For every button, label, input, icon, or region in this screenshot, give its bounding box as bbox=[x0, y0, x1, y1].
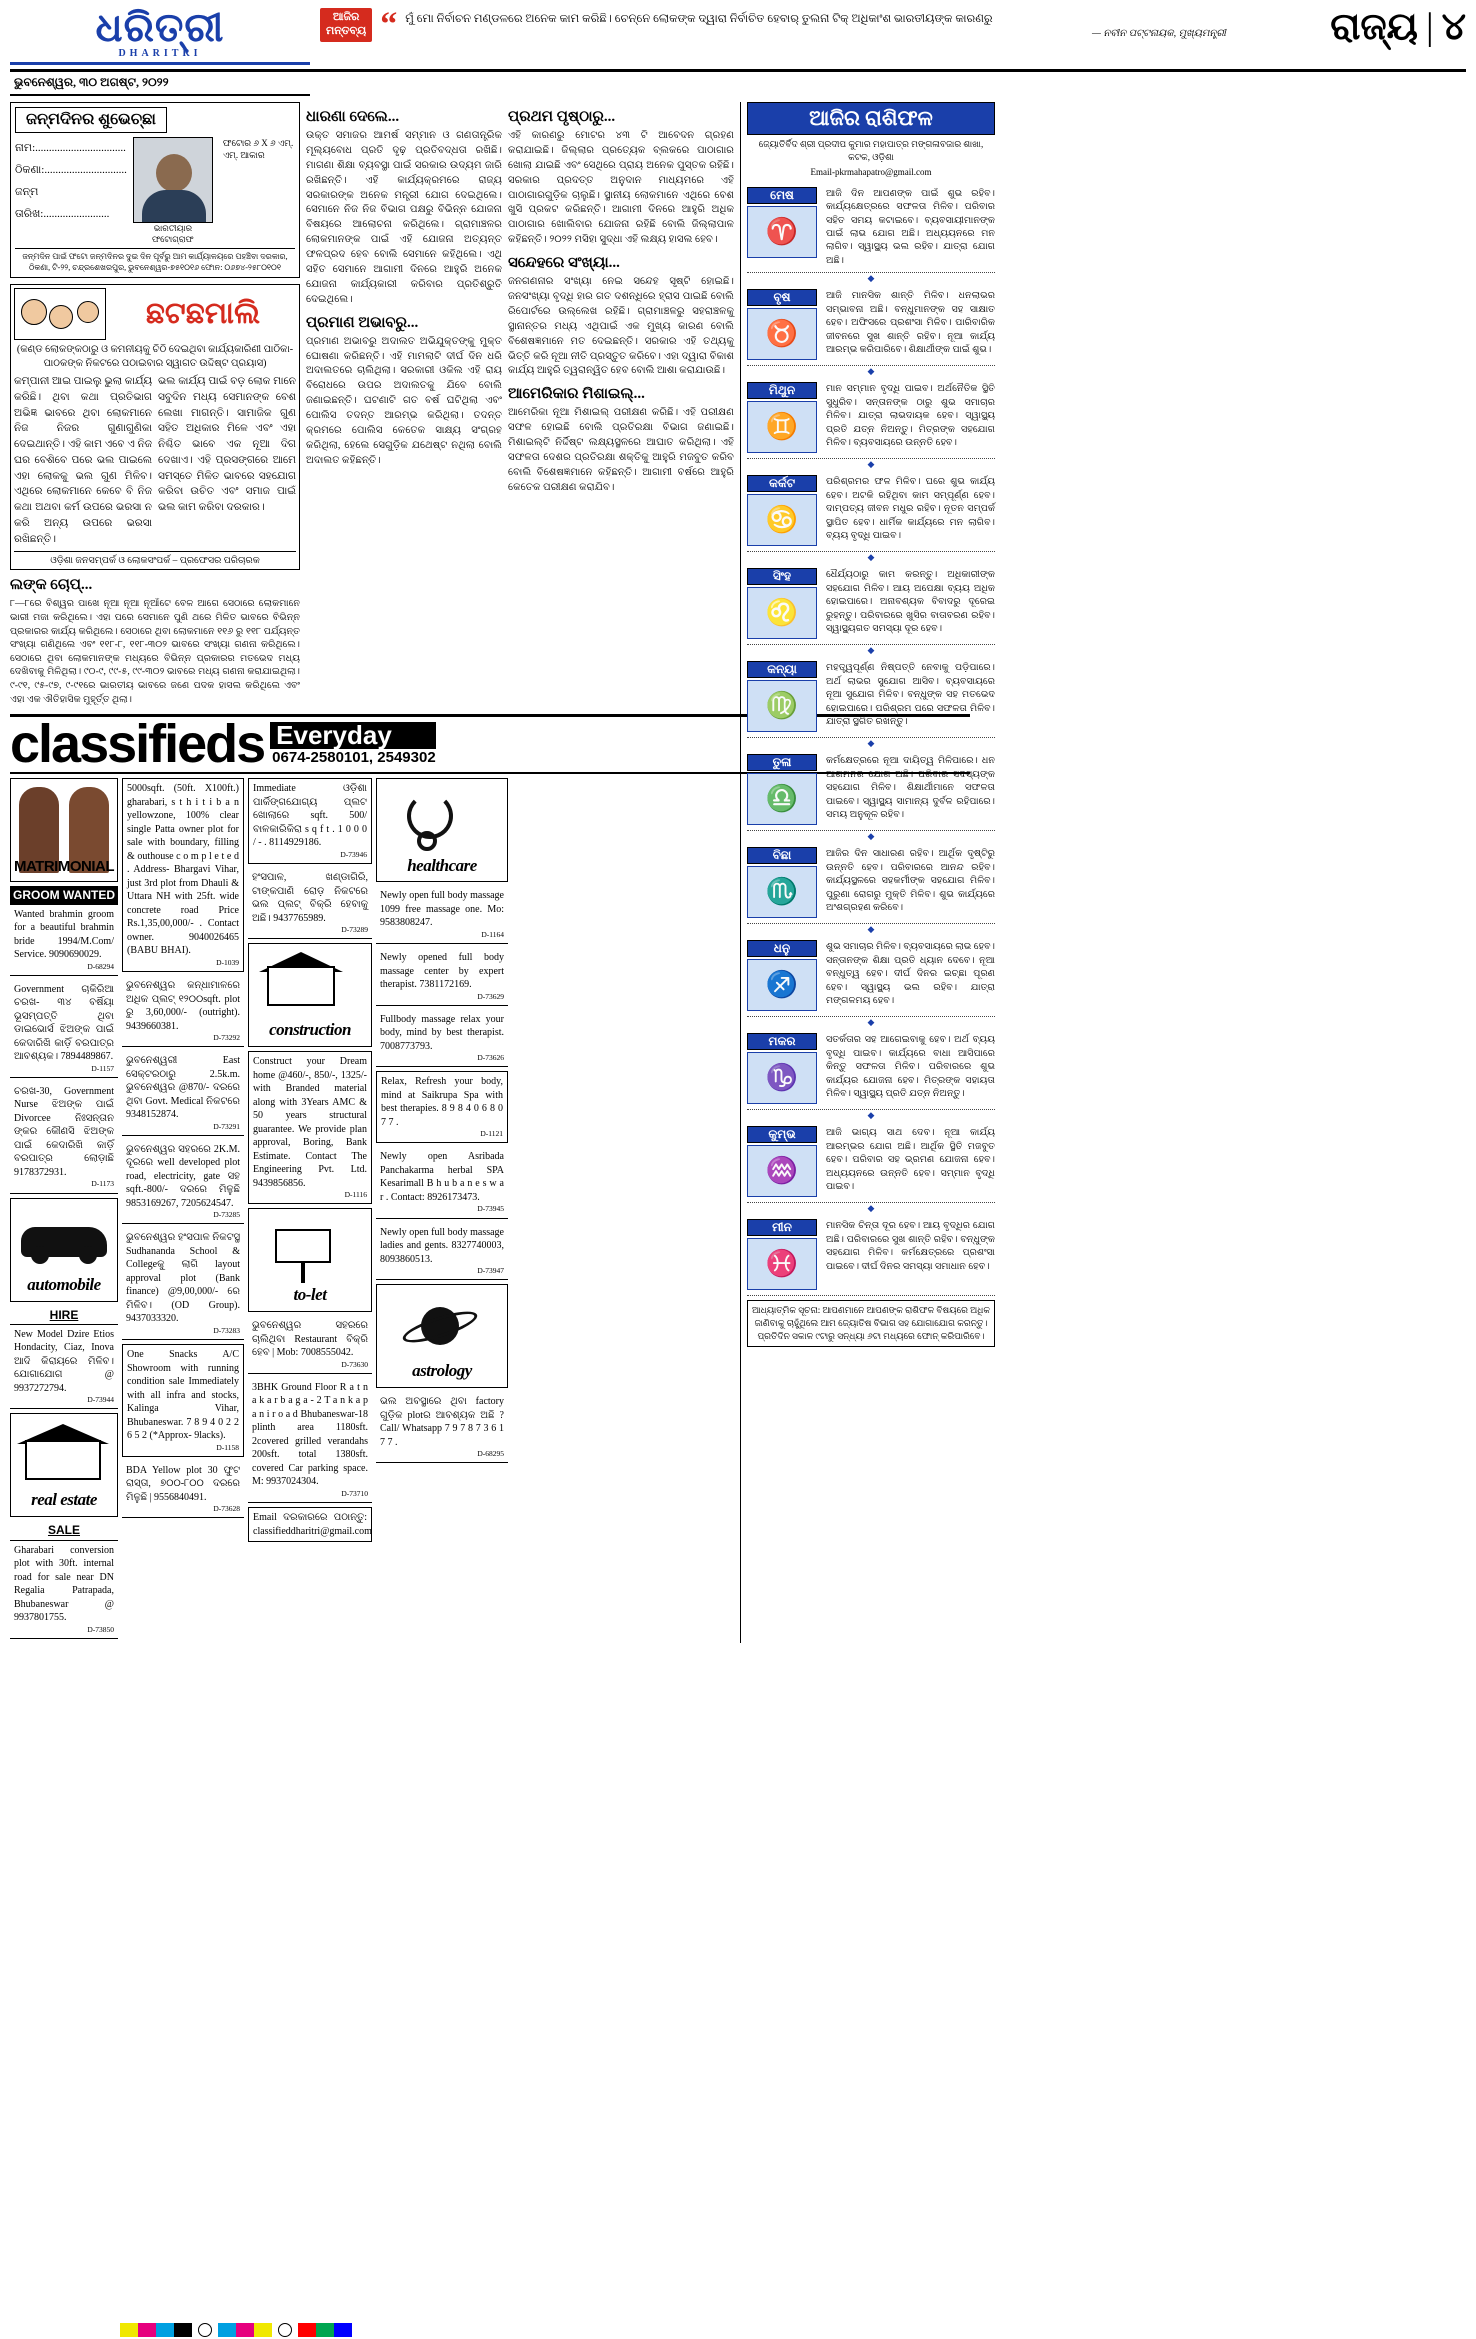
photo-body-shape bbox=[142, 190, 206, 223]
real-estate-category-image bbox=[10, 1413, 118, 1517]
quote-mark-icon: “ bbox=[380, 6, 398, 44]
birthday-greeting-box bbox=[10, 102, 300, 278]
masthead-logo-block bbox=[10, 5, 310, 65]
ad-code: D-73945 bbox=[477, 1204, 504, 1214]
classified-ad[interactable] bbox=[122, 1051, 244, 1136]
pisces-icon: ♓ bbox=[747, 1238, 817, 1290]
ad-code: D-1039 bbox=[216, 957, 239, 967]
classified-ad[interactable] bbox=[122, 1228, 244, 1340]
horoscope-sign-row bbox=[747, 182, 995, 274]
ad-code: D-73944 bbox=[87, 1395, 114, 1405]
sign-prediction: ଆଜି ମାନସିକ ଶାନ୍ତି ମିଳିବ। ଧନଲାଭର ସମ୍ଭାବନା ଅଛି। ବନ୍ଧୁମାନଙ୍କ ସହ ସାକ୍ଷାତ ହେବ। ଅଫିସରେ ପ୍ରଶଂସା ମିଳିବ। ପାରିବାରିକ ଜୀବନରେ ସୁଖ ଶାନ୍ତି ରହିବ। ନୂଆ କାର୍ଯ୍ୟ ଆରମ୍ଭ କରିପାରିବେ। ଶିକ୍ଷାର୍ଥୀଙ୍କ ପାଇଁ ଶୁଭ। bbox=[826, 290, 995, 355]
registration-mark-icon bbox=[198, 2323, 212, 2337]
aries-icon: ♈ bbox=[747, 206, 817, 258]
article-heading-frontpage: ପ୍ରଥମ ପୃଷ୍ଠାରୁ... bbox=[508, 109, 616, 125]
classified-ad[interactable] bbox=[10, 980, 118, 1078]
horoscope-sign-row bbox=[747, 377, 995, 459]
sign-prediction: ସତର୍କତାର ସହ ଆଗେଇବାକୁ ହେବ। ଅର୍ଥ ବ୍ୟୟ ବୃଦ୍ଧି ପାଇବ। କାର୍ଯ୍ୟରେ ବାଧା ଆସିପାରେ କିନ୍ତୁ ସଫଳତା ମିଳିବ। ପରିବାରରେ ଶୁଭ କାର୍ଯ୍ୟର ଯୋଜନା ହେବ। ମିତ୍ରଙ୍କ ସହାୟତା ମିଳିବ। ସ୍ୱାସ୍ଥ୍ୟ ପ୍ରତି ଯତ୍ନ ନିଅନ୍ତୁ। bbox=[826, 1034, 995, 1099]
row-separator-dot: ◆ bbox=[867, 924, 875, 935]
ad-text: 3BHK Ground Floor R a t n a k a r b a g a - 2 T a n k a p a n i r o a d Bhubaneswar-18 plinth area 1180sft. 2covered grilled verandahs 200sft. total 1380sft. covered Car parking space. M: 9937024304. bbox=[252, 1381, 368, 1488]
automobile-category-image bbox=[10, 1198, 118, 1302]
cartoon-text-col-1: କମ୍ପାନୀ ଆଇ ପାଇଲୁ ଭୁଲା କାର୍ଯ୍ୟ କରିଛି। ଥିବା କଥା ପ୍ରତିଭାଗ ଅଭିଜ୍ଞ ଭାବରେ ଥିବା ଲୋକମାନେ ନିଜ ନିଜର ଗୁଣାଗୁଣିକା ଦେଇଥାନ୍ତି। ଏହି କାମ ଏବେ ଏ ନିଜ ଘର ବେଶିବେ ପରେ ଭଲ ପାଇଲେ ଏହା ଲୋକକୁ ଭଲ ଗୁଣ ମିଳିବ। ଏଥିରେ ଲୋକମାନେ କେବେ ବି ନିଜ କଥା ଅଥବା କର୍ମ ଉପରେ ଭରସା ନ କରି ଅନ୍ୟ ଉପରେ ଭରସା ରଖିଛନ୍ତି। bbox=[14, 376, 152, 545]
birthday-photo-size-note: ଫଟୋର ୬ X ୬ ଏମ୍. ଏମ୍. ଆକାର bbox=[222, 138, 294, 161]
ad-text: Construct your Dream home @460/-, 850/-, 1325/- with Branded material along with 3Years AMC & 50 years structural guarantee. We provide plan approval, Boring, Bank Estimate. Contact The Engineering Pvt. Ltd. 9439856856. bbox=[253, 1056, 367, 1189]
classified-ad[interactable] bbox=[10, 905, 118, 976]
birthday-title: ଜନ୍ମଦିନର ଶୁଭେଚ୍ଛା bbox=[15, 107, 167, 133]
classified-ad[interactable] bbox=[122, 976, 244, 1047]
ad-text: Relax, Refresh your body, mind at Saikrupa Spa with best therapies. 8 9 8 4 0 6 8 0 7 7 . bbox=[381, 1076, 503, 1128]
sign-name: କୁମ୍ଭ bbox=[747, 1126, 817, 1143]
ad-code: D-1121 bbox=[480, 1129, 503, 1139]
healthcare-label: healthcare bbox=[407, 855, 477, 875]
horoscope-sign-row bbox=[747, 935, 995, 1017]
ad-text: Newly open full body massage 1099 free massage one. Mo: 9583808247. bbox=[380, 890, 504, 929]
ad-text: ଭୁବନେଶ୍ୱରୀ East ସେକ୍ଟରଠାରୁ 2.5k.m. ଭୁବନେଶ୍ୱର @870/- ଦରରେ ଥିବା Govt. Medical ନିକଟରେ 9348152874. bbox=[126, 1055, 240, 1121]
sign-prediction: ଆଜି ଭାଗ୍ୟ ସାଥ ଦେବ। ନୂଆ କାର୍ଯ୍ୟ ଆରମ୍ଭର ଯୋଗ ଅଛି। ଆର୍ଥିକ ସ୍ଥିତି ମଜବୁତ ହେବ। ପରିବାର ସହ ଭ୍ରମଣ ଯୋଜନା ହେବ। ଅଧ୍ୟୟନରେ ଉନ୍ନତି ହେବ। ସମ୍ମାନ ବୃଦ୍ଧି ପାଇବ। bbox=[826, 1127, 995, 1192]
sign-prediction: ପରିଶ୍ରମର ଫଳ ମିଳିବ। ଘରେ ଶୁଭ କାର୍ଯ୍ୟ ହେବ। ଅଟକି ରହିଥିବା କାମ ସମ୍ପୂର୍ଣ୍ଣ ହେବ। ଦାମ୍ପତ୍ୟ ଜୀବନ ମଧୁର ରହିବ। ନୂତନ ସମ୍ପର୍କ ସ୍ଥାପିତ ହେବ। ଧାର୍ମିକ କାର୍ଯ୍ୟରେ ମନ ଲାଗିବ। ବ୍ୟୟ ବୃଦ୍ଧି ପାଇବ। bbox=[826, 476, 995, 541]
sign-name: ତୁଳା bbox=[747, 754, 817, 771]
article-heading-missile: ଆମେରିକାର ମିଶାଇଲ୍... bbox=[508, 386, 645, 403]
masthead-quote-block bbox=[310, 8, 1236, 42]
classified-ad[interactable] bbox=[122, 778, 244, 972]
article-heading-pramana: ପ୍ରମାଣ ଅଭାବରୁ... bbox=[306, 314, 419, 331]
row-separator-dot: ◆ bbox=[867, 738, 875, 749]
opinion-badge bbox=[320, 8, 372, 42]
article-body-frontpage: ଏହି କାରଣରୁ ମୋଟର ୪୩ ଟି ଆବେଦନ ଗ୍ରହଣ କରାଯାଇଛି। ଜିଲ୍ଲାର ପ୍ରତ୍ୟେକ ବ୍ଲକରେ ପାଠାଗାର ଖୋଲା ଯାଇଛି ଏବଂ ସେଥିରେ ପ୍ରାୟ ଅନେକ ପୁସ୍ତକ ରହିଛି। ସରକାର ପ୍ରଦତ୍ତ ଅନୁଦାନ ମାଧ୍ୟମରେ ଏହି ପାଠାଗାରଗୁଡ଼ିକ ଚାଲୁଛି। ସ୍ଥାନୀୟ ଲୋକମାନେ ଏଥିରେ ବେଶ ଖୁସି ପ୍ରକଟ କରିଛନ୍ତି। ଆଗାମୀ ଦିନରେ ଆହୁରି ଅଧିକ ପାଠାଗାର ଖୋଲିବାର ଯୋଜନା ରହିଛି ବୋଲି ଜିଲ୍ଲାପାଳ କହିଛନ୍ତି। ୨୦୨୨ ମସିହା ସୁଦ୍ଧା ଏହି ଲକ୍ଷ୍ୟ ହାସଲ ହେବ। bbox=[508, 130, 734, 246]
row-separator-dot: ◆ bbox=[867, 1110, 875, 1121]
ad-code: D-1116 bbox=[344, 1190, 367, 1200]
swatch-yellow bbox=[254, 2323, 272, 2337]
ad-text: ଭୁବନେଶ୍ୱର କନ୍ଧାମାଳରେ ଅଧିକ ପ୍ଲଟ୍ ୧୨୦୦sqft. plot ରୁ 3,60,000/- (outright). 9439660381. bbox=[126, 980, 240, 1032]
ad-code: D-73850 bbox=[87, 1624, 114, 1634]
horoscope-email: Email-pkrmahapatro@gmail.com bbox=[810, 167, 932, 178]
ad-text: Gharabari conversion plot with 30ft. internal road for sale near DN Regalia Patrapada, Bhubaneswar @ 9937801755. bbox=[14, 1544, 114, 1624]
article-body-sandeha: ଜନଗଣନାର ସଂଖ୍ୟା ନେଇ ସନ୍ଦେହ ସୃଷ୍ଟି ହୋଇଛି। ଜନସଂଖ୍ୟା ବୃଦ୍ଧି ହାର ଗତ ଦଶନ୍ଧିରେ ହ୍ରାସ ପାଇଛି ବୋଲି ରିପୋର୍ଟରେ ଉଲ୍ଲେଖ ରହିଛି। ଗ୍ରାମାଞ୍ଚଳରୁ ସହରାଞ୍ଚଳକୁ ସ୍ଥାନାନ୍ତର ମଧ୍ୟ ଏଥିପାଇଁ ଏକ ମୁଖ୍ୟ କାରଣ ବୋଲି ବିଶେଷଜ୍ଞମାନେ ମତ ଦେଇଛନ୍ତି। ସରକାର ଏହି ତଥ୍ୟକୁ ଭିତ୍ତି କରି ନୂଆ ନୀତି ପ୍ରସ୍ତୁତ କରିବେ। ଏହା ଦ୍ୱାରା ବିକାଶ କାର୍ଯ୍ୟ ଆହୁରି ତ୍ୱରାନ୍ୱିତ ହେବ ବୋଲି ଆଶା କରାଯାଉଛି। bbox=[508, 276, 734, 377]
sign-name: ମୀନ bbox=[747, 1219, 817, 1236]
ad-text: Wanted brahmin groom for a beautiful brahmin bride 1994/M.Com/ Service. 9090690029. bbox=[14, 908, 114, 961]
sign-name: ଧନୁ bbox=[747, 940, 817, 957]
row-separator-dot: ◆ bbox=[867, 273, 875, 284]
house-icon bbox=[267, 966, 335, 1006]
cartoon-face-icon bbox=[77, 301, 99, 323]
sign-name: ସିଂହ bbox=[747, 568, 817, 585]
ad-code: D-1158 bbox=[216, 1442, 239, 1452]
house-icon bbox=[25, 1440, 101, 1480]
sign-prediction: ମାନ ସମ୍ମାନ ବୃଦ୍ଧି ପାଇବ। ଅର୍ଥନୈତିକ ସ୍ଥିତି ସୁଧୁରିବ। ସନ୍ତାନଙ୍କ ଠାରୁ ଶୁଭ ସମାଚାର ମିଳିବ। ଯାତ୍ରା ଲାଭଦାୟକ ହେବ। ସ୍ୱାସ୍ଥ୍ୟ ପ୍ରତି ଯତ୍ନ ନିଅନ୍ତୁ। ମିତ୍ରଙ୍କ ସହଯୋଗ ମିଳିବ। ବ୍ୟବସାୟରେ ଉନ୍ନତି ହେବ। bbox=[826, 383, 995, 448]
masthead-quote-text: ମୁଁ ମୋ ନିର୍ବାଚନ ମଣ୍ଡଳରେ ଅନେକ କାମ କରିଛି। ଚେନ୍ନେ ଲୋକଙ୍କ ଦ୍ୱାରା ନିର୍ବାଚିତ ହେବାର୍ ତୁଲନା ଟିକ୍ ଅଧିକାଂଶ ଭାରତୀୟଙ୍କ କାରଣରୁ bbox=[405, 12, 993, 25]
healthcare-category-image bbox=[376, 778, 508, 882]
horoscope-sign-row bbox=[747, 470, 995, 552]
construction-category-image bbox=[248, 943, 372, 1047]
section-name: ରାଜ୍ୟ bbox=[1330, 6, 1419, 48]
opinion-badge-line2: ମନ୍ତବ୍ୟ bbox=[326, 24, 367, 37]
hire-header: HIRE bbox=[10, 1306, 118, 1325]
sign-name: ବୃଷ bbox=[747, 289, 817, 306]
leo-icon: ♌ bbox=[747, 587, 817, 639]
article-heading-lanka: ଲଙ୍କ ଚୋପ୍... bbox=[10, 577, 93, 594]
page-section-title bbox=[1236, 8, 1466, 46]
ad-code: D-73629 bbox=[477, 991, 504, 1001]
scorpio-icon: ♏ bbox=[747, 866, 817, 918]
masthead-section-block bbox=[1236, 8, 1466, 46]
sign-name: ମିଥୁନ bbox=[747, 382, 817, 399]
ad-code: D-73291 bbox=[213, 1121, 240, 1131]
astrology-label: astrology bbox=[412, 1361, 472, 1381]
ad-code: D-73710 bbox=[341, 1488, 368, 1498]
classified-ad[interactable] bbox=[10, 1325, 118, 1410]
birthday-field-name: ନାମ:................................. bbox=[15, 142, 126, 154]
cartoon-footer: ଓଡ଼ିଶା ଜନସମ୍ପର୍କ ଓ ଲୋକସଂପର୍କ – ପ୍ରଫେସର ପରିଚାରକ bbox=[14, 551, 296, 566]
matrimonial-category-image bbox=[10, 778, 118, 882]
ad-text: ଭୁବନେଶ୍ୱର ସହରରେ 2K.M. ଦୂରରେ well developed plot road, electricity, gate ସହ sqft.-800/- ଦରରେ ମିଳୁଛି 9853169267, 7205624547. bbox=[126, 1143, 240, 1209]
sign-prediction: କର୍ମକ୍ଷେତ୍ରରେ ନୂଆ ଦାୟିତ୍ୱ ମିଳିପାରେ। ଧନ ଆଗମନର ଯୋଗ ଅଛି। ପରିବାର ସଦସ୍ୟଙ୍କ ସହଯୋଗ ମିଳିବ। ଶିକ୍ଷାର୍ଥୀମାନେ ସଫଳତା ପାଇବେ। ସ୍ୱାସ୍ଥ୍ୟ ସାମାନ୍ୟ ଦୁର୍ବଳ ରହିପାରେ। ସମୟ ଅନୁକୂଳ ରହିବ। bbox=[826, 755, 995, 820]
classifieds-title: classifieds bbox=[10, 714, 265, 775]
construction-label: construction bbox=[269, 1020, 351, 1040]
horoscope-title: ଆଜିର ରାଶିଫଳ bbox=[747, 102, 995, 135]
swatch-cyan bbox=[156, 2323, 174, 2337]
ad-text: Immediate ଓଡ଼ିଶା ପାର୍କିଙ୍ଗଯୋଗ୍ୟ ପ୍ଲଟ ଖୋଲାରେ sqft. 500/ ବାଳକାରିକିରା s q f t . 1 0 0 0 / - . 8114929186. bbox=[253, 783, 367, 849]
ad-text: ଚରଖ-30, Government Nurse ଝିଅଙ୍କ ପାଇଁ Divorcee ନିଃସନ୍ତାନ ଙ୍କର କୌଣସି ଝିଅଙ୍କ ପାଇଁ କେଦାରିଖି କାଡ଼ିଁ ବରପାତ୍ର ଲୋଡ଼ାଛି 9178372931. bbox=[14, 1085, 114, 1178]
classifieds-everyday-tag: Everyday bbox=[270, 722, 436, 749]
ad-code: D-73630 bbox=[341, 1359, 368, 1369]
dateline: ଭୁବନେଶ୍ୱର, ୩୦ ଅଗଷ୍ଟ, ୨୦୨୨ bbox=[10, 72, 310, 96]
swatch-green bbox=[316, 2323, 334, 2337]
sign-name: ମେଷ bbox=[747, 187, 817, 204]
signboard-icon bbox=[275, 1229, 331, 1263]
classifieds-phone: 0674-2580101, 2549302 bbox=[272, 749, 436, 767]
sign-prediction: ମାନସିକ ଚିନ୍ତା ଦୂର ହେବ। ଆୟ ବୃଦ୍ଧିର ଯୋଗ ଅଛି। ପରିବାରରେ ସୁଖ ଶାନ୍ତି ରହିବ। ବନ୍ଧୁଙ୍କ ସହଯୋଗ ମିଳିବ। କର୍ମକ୍ଷେତ୍ରରେ ପ୍ରଶଂସା ପାଇବେ। ଦୀର୍ଘ ଦିନର ସମସ୍ୟା ସମାଧାନ ହେବ। bbox=[826, 1220, 995, 1272]
ad-code: D-1164 bbox=[481, 929, 504, 939]
swatch-magenta bbox=[138, 2323, 156, 2337]
photo-head-shape bbox=[156, 154, 192, 192]
ad-code: D-73285 bbox=[213, 1210, 240, 1220]
ad-text: Newly open Asribada Panchakarma herbal SPA Kesarimall B h u b a n e s w a r . Contact: 8926173473. bbox=[380, 1151, 504, 1203]
section-divider: | bbox=[1426, 6, 1434, 48]
ad-text: Newly open full body massage ladies and gents. 8327740003, 8093860513. bbox=[380, 1226, 504, 1265]
ad-code: D-73947 bbox=[477, 1266, 504, 1276]
classified-ad[interactable] bbox=[122, 1461, 244, 1519]
ad-code: D-73289 bbox=[341, 925, 368, 935]
ad-code: D-73292 bbox=[213, 1033, 240, 1043]
sign-name: ମକର bbox=[747, 1033, 817, 1050]
swatch-magenta bbox=[236, 2323, 254, 2337]
signpost-icon bbox=[301, 1263, 305, 1283]
swatch-cyan bbox=[218, 2323, 236, 2337]
ad-text: Email ଦରକାରରେ ପଠାନ୍ତୁ: classifieddharitri@gmail.com bbox=[253, 1512, 372, 1537]
sign-prediction: ମହତ୍ତ୍ୱପୂର୍ଣ୍ଣ ନିଷ୍ପତ୍ତି ନେବାକୁ ପଡ଼ିପାରେ। ଅର୍ଥ ଲାଭର ସୁଯୋଗ ଆସିବ। ବ୍ୟବସାୟରେ ନୂଆ ସୁଯୋଗ ମିଳିବ। ବନ୍ଧୁଙ୍କ ସହ ମତଭେଦ ହୋଇପାରେ। ପରିଶ୍ରମ ପରେ ସଫଳତା ମିଳିବ। ଯାତ୍ରା ସ୍ଥଗିତ ରଖନ୍ତୁ। bbox=[826, 662, 995, 727]
ad-code: D-73283 bbox=[213, 1325, 240, 1335]
row-separator-dot: ◆ bbox=[867, 459, 875, 470]
classifieds-column-1 bbox=[10, 778, 118, 1642]
to-let-label: to-let bbox=[293, 1285, 327, 1305]
birthday-photo bbox=[133, 137, 213, 223]
newspaper-logo-sub: DHARITRI bbox=[118, 48, 202, 59]
ad-text: ଭୁବନେଶ୍ୱର ସହରରେ ଚାଲିଥିବା Restaurant ବିକ୍ରି ହେବ | Mob: 7008555042. bbox=[252, 1320, 368, 1359]
automobile-label: automobile bbox=[27, 1274, 101, 1294]
row-separator-dot: ◆ bbox=[867, 552, 875, 563]
ad-text: New Model Dzire Etios Hondacity, Ciaz, Inova ଆଦି କିରାୟରେ ମିଳିବ। ଯୋଗାଯୋଗ @ 9937272794. bbox=[14, 1328, 114, 1394]
ad-text: ହଂସପାଳ, ଖଣ୍ଡାଗିରି, ଟାଙ୍କପାଣି ରୋଡ଼ ନିକଟରେ ଭଲ ପ୍ଲଟ୍ ବିକ୍ରି ହେବାକୁ ଅଛି। 9437765989. bbox=[252, 872, 368, 924]
row-separator-dot: ◆ bbox=[867, 831, 875, 842]
print-registration-bar bbox=[0, 2321, 1476, 2339]
ad-text: Government ଚାକିରିଆ ଚରଖ- ୩୪ ବର୍ଷିୟା ଭୂସମ୍ପତ୍ତି ଥିବା ଡାଇଭୋର୍ସ ଝିଅଙ୍କ ପାଇଁ କେଦାରିଖି କାଡ଼ିଁ ବରପାତ୍ର ଆବଶ୍ୟକ। 7894489867. bbox=[14, 983, 114, 1063]
row-separator-dot: ◆ bbox=[867, 1017, 875, 1028]
sign-prediction: ଧୈର୍ଯ୍ୟଠାରୁ କାମ କରନ୍ତୁ। ଅଧିକାରୀଙ୍କ ସହଯୋଗ ମିଳିବ। ଆୟ ଅପେକ୍ଷା ବ୍ୟୟ ଅଧିକ ହୋଇପାରେ। ଅନାବଶ୍ୟକ ବିବାଦରୁ ଦୂରେଇ ରୁହନ୍ତୁ। ପରିବାରରେ ଖୁସିର ବାତାବରଣ ରହିବ। ସ୍ୱାସ୍ଥ୍ୟଗତ ସମସ୍ୟା ଦୂର ହେବ। bbox=[826, 569, 995, 634]
ad-text: BDA Yellow plot 30 ଫୁଟ ରାସ୍ତା, ୭୦୦-୮୦୦ ଦରରେ ମିଳୁଛି | 9556840491. bbox=[126, 1464, 240, 1503]
sign-prediction: ଶୁଭ ସମାଚାର ମିଳିବ। ବ୍ୟବସାୟରେ ଲାଭ ହେବ। ସନ୍ତାନଙ୍କ ଶିକ୍ଷା ପ୍ରତି ଧ୍ୟାନ ଦେବେ। ନୂଆ ବନ୍ଧୁତ୍ୱ ହେବ। ଦୀର୍ଘ ଦିନର ଇଚ୍ଛା ପୂରଣ ହେବ। ସ୍ୱାସ୍ଥ୍ୟ ଭଲ ରହିବ। ଯାତ୍ରା ମଙ୍ଗଳମୟ ହେବ। bbox=[826, 941, 995, 1006]
ad-text: ଭୁବନେଶ୍ୱର ହଂସପାଳ ନିକଟସ୍ଥ Sudhananda School & Collegeକୁ ଲାଗି layout approval plot (Bank finance) @9,00,000/- ରେ ମିଳିବ। (OD Group). 9437033320. bbox=[126, 1232, 240, 1325]
birthday-fields bbox=[15, 137, 127, 244]
cartoon-subtitle: (କଣ୍ଡ ଲୋକଙ୍କଠାରୁ ଓ କମନୀୟକୁ ଚିଠି ଦେଇଥିବା କାର୍ଯ୍ୟକାରିଣୀ ପାଠିକା-ପାଠକଙ୍କ ନିକଟରେ ପଠାଇବାର ସ୍ୱାଗତ ଉଦ୍ଦିଷ୍ଟ ପ୍ରୟାସ) bbox=[16, 344, 294, 369]
swatch-yellow bbox=[120, 2323, 138, 2337]
sign-prediction: ଆଜିର ଦିନ ସାଧାରଣ ରହିବ। ଆର୍ଥିକ ଦୃଷ୍ଟିରୁ ଉନ୍ନତି ହେବ। ପରିବାରରେ ଆନନ୍ଦ ରହିବ। କାର୍ଯ୍ୟସ୍ଥଳରେ ସହକର୍ମୀଙ୍କ ସହଯୋଗ ମିଳିବ। ପୁରୁଣା ରୋଗରୁ ମୁକ୍ତି ମିଳିବ। ଶୁଭ କାର୍ଯ୍ୟରେ ଅଂଶଗ୍ରହଣ କରିବେ। bbox=[826, 848, 995, 913]
article-body-dharana: ଉକ୍ତ ସମାଜର ଆମର୍ଷ ସମ୍ମାନ ଓ ଗଣତାନ୍ତ୍ରିକ ମୂଲ୍ୟବୋଧ ପ୍ରତି ଦୃଢ଼ ପ୍ରତିବଦ୍ଧତା ରଖିଛି। ମାଗଣା ଶିକ୍ଷା ବ୍ୟବସ୍ଥା ପାଇଁ ସରକାର ଉଦ୍ୟମ ଜାରି ରଖିଛନ୍ତି। ଏହି କାର୍ଯ୍ୟକ୍ରମରେ ରାଜ୍ୟ ସରକାରଙ୍କ ଅନେକ ମନ୍ତ୍ରୀ ଯୋଗ ଦେଇଥିଲେ। ସେମାନେ ନିଜ ନିଜ ବିଭାଗ ପକ୍ଷରୁ ବିଭିନ୍ନ ଯୋଜନା ବିଷୟରେ ଆଲୋଚନା କରିଥିଲେ। ଗ୍ରାମାଞ୍ଚଳର ଲୋକମାନଙ୍କ ପାଇଁ ଏହି ଯୋଜନା ଅତ୍ୟନ୍ତ ଫଳପ୍ରଦ ହେବ ବୋଲି ସେମାନେ କହିଥିଲେ। ଏଥି ସହିତ ସେମାନେ ଆଗାମୀ ଦିନରେ ଆହୁରି ଅନେକ ଯୋଜନା କାର୍ଯ୍ୟକାରୀ କରିବାର ପ୍ରତିଶ୍ରୁତି ଦେଇଥିଲେ। bbox=[306, 130, 502, 305]
to-let-category-image bbox=[248, 1208, 372, 1312]
color-swatches bbox=[120, 2323, 352, 2337]
swatch-red bbox=[298, 2323, 316, 2337]
groom-wanted-header: GROOM WANTED bbox=[10, 886, 118, 904]
registration-mark-icon bbox=[278, 2323, 292, 2337]
article-body-lanka: ୮—୮ରେ ବିଶ୍ୱର ପାଖେ ନୂଆ ନୂଆ ନୂଆଁଟେ ବେଳ ଆଗେ ସେଠାରେ ଲୋକମାନେ ଭାରୀ ମଜା କରିଥିଲେ। ଏହା ପରେ ସେମାନେ ପୁଣି ଥରେ ମିଳିତ ଭାବରେ ବିଭିନ୍ନ ପ୍ରକାରର କାର୍ଯ୍ୟ କରିଥିଲେ। ସେଠାରେ ଥିବା ଲୋକମାନେ ୧୧୬ ରୁ ୧୧୮ ପର୍ଯ୍ୟନ୍ତ ସଂଖ୍ୟା ଗଣିଥିଲେ ଏବଂ ୧୧୮-୮, ୧୧୮-୩୦୨ ଭାବରେ ସଂଖ୍ୟା ଗଣନା କରିଥିଲେ। ସେଠାରେ ଥିବା ଲୋକମାନଙ୍କ ମଧ୍ୟରେ ବିଭିନ୍ନ ପ୍ରକାରର ମତଭେଦ ମଧ୍ୟ ଦେଖିବାକୁ ମିଳିଥିଲା। ୯୦-୯, ୯୯-୫, ୯୯-୩୦୨ ଭାବରେ ମଧ୍ୟ ଗଣନା କରାଯାଇଥିଲା। ୯-୯୧, ୯୫-୯୭, ୯-୯୧ରେ ଭାରତୀୟ ଭାବରେ ଜଣେ ପଦକ ହାସଲ କରିଥିଲେ ଏବଂ ଏହା ଏକ ଐତିହାସିକ ମୁହୂର୍ତ୍ତ ଥିଲା। bbox=[10, 598, 300, 705]
horoscope-footer-note: ଆଧ୍ୟାତ୍ମିକ ସୂଚନା: ଆପଣମାନେ ଆପଣଙ୍କ ରାଶିଫଳ ବିଷୟରେ ଅଧିକ ଜାଣିବାକୁ ଚାହୁଁଥିଲେ ଆମ ଜ୍ୟୋତିଷ ବିଭାଗ ସହ ଯୋଗାଯୋଗ କରନ୍ତୁ। ପ୍ରତିଦିନ ସକାଳ ୯ଟାରୁ ସନ୍ଧ୍ୟା ୬ଟା ମଧ୍ୟରେ ଫୋନ୍ କରିପାରିବେ। bbox=[747, 1300, 995, 1347]
ad-code: D-73628 bbox=[213, 1504, 240, 1514]
classified-ad[interactable] bbox=[10, 1541, 118, 1639]
horoscope-sign-row bbox=[747, 284, 995, 366]
column-divider bbox=[740, 102, 741, 1643]
horoscope-sign-row bbox=[747, 563, 995, 645]
ad-text: One Snacks A/C Showroom with running condition sale Immediately with all infra and stocks, Kalinga Vihar, Bhubaneswar. 7 8 9 4 0 2 2 6 5 2 (*Approx- 9lacks). bbox=[127, 1349, 239, 1442]
row-separator-dot: ◆ bbox=[867, 1203, 875, 1214]
article-body-missile: ଆମେରିକା ନୂଆ ମିଶାଇଲ୍ ପରୀକ୍ଷଣ କରିଛି। ଏହି ପରୀକ୍ଷଣ ସଫଳ ହୋଇଛି ବୋଲି ପ୍ରତିରକ୍ଷା ବିଭାଗ ଜଣାଇଛି। ମିଶାଇଲ୍ଟି ନିର୍ଦ୍ଦିଷ୍ଟ ଲକ୍ଷ୍ୟସ୍ଥଳରେ ଆଘାତ କରିଥିଲା। ଏହି ସଫଳତା ଦେଶର ପ୍ରତିରକ୍ଷା ଶକ୍ତିକୁ ଆହୁରି ମଜବୁତ କରିବ ବୋଲି ବିଶେଷଜ୍ଞମାନେ କହିଛନ୍ତି। ଆଗାମୀ ବର୍ଷରେ ଆହୁରି କେତେକ ପରୀକ୍ଷଣ କରାଯିବ। bbox=[508, 407, 734, 493]
aquarius-icon: ♒ bbox=[747, 1145, 817, 1197]
article-heading-dharana: ଧାରଣା ଦେଲେ... bbox=[306, 109, 400, 125]
opinion-badge-line1: ଆଜିର bbox=[332, 11, 360, 23]
cartoon-column-box bbox=[10, 284, 300, 570]
masthead-quote-attribution: — ନବୀନ ପଟ୍ଟନାୟକ, ମୁଖ୍ୟମନ୍ତ୍ରୀ bbox=[1091, 27, 1226, 39]
ad-code: D-68294 bbox=[87, 961, 114, 971]
cartoon-face-icon bbox=[21, 299, 47, 325]
classifieds-column-2 bbox=[122, 778, 244, 1642]
ad-text: Fullbody massage relax your body, mind by best therapist. 7008773793. bbox=[380, 1013, 504, 1052]
capricorn-icon: ♑ bbox=[747, 1052, 817, 1104]
ad-code: D-1173 bbox=[91, 1179, 114, 1189]
logo-rule bbox=[10, 62, 310, 65]
swatch-black bbox=[174, 2323, 192, 2337]
ad-code: D-68295 bbox=[477, 1449, 504, 1459]
taurus-icon: ♉ bbox=[747, 308, 817, 360]
gemini-icon: ♊ bbox=[747, 401, 817, 453]
classified-ad[interactable] bbox=[10, 1082, 118, 1194]
birthday-submission-note: ଜନ୍ମଦିନ ପାଇଁ ଫଟୋ ଜନ୍ମଦିନର ଦୁଇ ଦିନ ପୂର୍ବରୁ ଆମ କାର୍ଯ୍ୟାଳୟରେ ପହଞ୍ଚିବା ଦରକାର, ଠିକଣା, ଟି-୨୨, ଚନ୍ଦ୍ରଶେଖରପୁର, ଭୁବନେଶ୍ୱର-୭୫୧୦୧୬ ଫୋନ: ୦୬୭୪-୨୫୮୦୧୦୧ bbox=[15, 248, 295, 273]
cartoon-face-icon bbox=[49, 305, 73, 329]
classified-ad[interactable] bbox=[122, 1344, 244, 1457]
ad-code: D-73946 bbox=[340, 849, 367, 859]
sale-header: SALE bbox=[10, 1521, 118, 1540]
horoscope-sign-row bbox=[747, 1214, 995, 1296]
libra-icon: ♎ bbox=[747, 773, 817, 825]
row-separator-dot: ◆ bbox=[867, 366, 875, 377]
row-separator-dot: ◆ bbox=[867, 645, 875, 656]
birthday-field-address: ଠିକଣା:.............................. bbox=[15, 164, 127, 176]
swatch-blue bbox=[334, 2323, 352, 2337]
car-icon bbox=[21, 1227, 107, 1257]
classified-ad[interactable] bbox=[122, 1140, 244, 1225]
sign-prediction: ଆଜି ଦିନ ଆପଣଙ୍କ ପାଇଁ ଶୁଭ ରହିବ। କାର୍ଯ୍ୟକ୍ଷେତ୍ରରେ ସଫଳତା ମିଳିବ। ପରିବାର ସହିତ ସମୟ କଟାଇବେ। ବ୍ୟବସାୟୀମାନଙ୍କ ପାଇଁ ଲାଭ ଯୋଗ ଅଛି। ଅଧ୍ୟୟନରେ ମନ ଲାଗିବ। ସ୍ୱାସ୍ଥ୍ୟ ଭଲ ରହିବ। ଯାତ୍ରା ଯୋଗ ଅଛି। bbox=[826, 187, 995, 266]
column-3 bbox=[508, 102, 734, 1643]
sign-name: କର୍କଟ bbox=[747, 475, 817, 492]
page-grid bbox=[10, 102, 1466, 1643]
horoscope-byline: ଜ୍ୟୋତିର୍ବିଦ ଶ୍ରୀ ପ୍ରଦୀପ କୁମାର ମହାପାତ୍ର ମଙ୍ଗଳାବଜାର ଶାଖା, କଟକ, ଓଡ଼ିଶା bbox=[758, 139, 984, 162]
sign-name: କନ୍ୟା bbox=[747, 661, 817, 678]
stethoscope-diaphragm-icon bbox=[417, 831, 437, 851]
horoscope-sign-row bbox=[747, 656, 995, 738]
matrimonial-label: MATRIMONIAL bbox=[13, 858, 115, 876]
horoscope-sign-row bbox=[747, 749, 995, 831]
ad-code: D-73626 bbox=[477, 1053, 504, 1063]
sign-name: ବିଛା bbox=[747, 847, 817, 864]
masthead bbox=[10, 5, 1466, 72]
ad-text: 5000sqft. (50ft. X100ft.) gharabari, s t h i t i b a n yellowzone, 100% clear single Patta owner plot for sale with boundary, filling & outhouse c o m p l e t e d . Address- Bhargavi Vihar, just 3rd plot from Dhauli & Uttara NH with 25ft. wide concrete road Price Rs.1,35,00,000/- . Contact owner. 9040026465 (BABU BHAI). bbox=[127, 783, 239, 957]
ad-text: ଭଲ ଅବସ୍ଥାରେ ଥିବା factory ଗୁଡ଼ିକ plotର ଆବଶ୍ୟକ ଅଛି ? Call/ Whatsapp 7 9 7 8 7 3 6 1 7 7 . bbox=[380, 1396, 504, 1448]
sagittarius-icon: ♐ bbox=[747, 959, 817, 1011]
cartoon-title: ଛଟଛମାଲି bbox=[145, 297, 261, 331]
real-estate-label: real estate bbox=[31, 1490, 97, 1510]
horoscope-sign-row bbox=[747, 1121, 995, 1203]
ad-code: D-1157 bbox=[91, 1063, 114, 1073]
virgo-icon: ♍ bbox=[747, 680, 817, 732]
article-body-pramana: ପ୍ରମାଣ ଅଭାବରୁ ଅଦାଲତ ଅଭିଯୁକ୍ତଙ୍କୁ ମୁକ୍ତ ଘୋଷଣା କରିଛନ୍ତି। ଏହି ମାମଲାଟି ଦୀର୍ଘ ଦିନ ଧରି ଅଦାଲତରେ ଚାଲିଥିଲା। ସରକାରୀ ଓକିଲ ଏହି ରାୟ ବିରୋଧରେ ଉପର ଅଦାଲତକୁ ଯିବେ ବୋଲି ଜଣାଇଛନ୍ତି। ଘଟଣାଟି ଗତ ବର୍ଷ ଘଟିଥିଲା ଏବଂ ପୋଲିସ ତଦନ୍ତ ଆରମ୍ଭ କରିଥିଲା। ତଦନ୍ତ କ୍ରମରେ ପୋଲିସ କେତେକ ସାକ୍ଷ୍ୟ ସଂଗ୍ରହ କରିଥିଲା, ହେଲେ ସେଗୁଡ଼ିକ ଯଥେଷ୍ଟ ନଥିଲା ବୋଲି ଅଦାଲତ କହିଛନ୍ତି। bbox=[306, 335, 502, 466]
birthday-field-dob: ଜନ୍ମ ତାରିଖ:........................ bbox=[15, 186, 110, 220]
cancer-icon: ♋ bbox=[747, 494, 817, 546]
cartoon-text-col-2: ଭଲ କାର୍ଯ୍ୟ ପାଇଁ ବଡ଼ ଲୋକ ମାନେ ସବୁଦିନ ମଧ୍ୟ ସେମାନଙ୍କ ବେଶ ଲେଖା ମାଗନ୍ତି। ସାମାଜିକ ଗୁଣ ସହିତ ଅଧିକାର ମିଳେ ଏବଂ ଏହା ନିଶ୍ଚିତ ଭାବେ ଏକ ନୂଆ ଦିଗ ଦେଖାଏ। ଏହି ପ୍ରସଙ୍ଗରେ ଆମେ ସମସ୍ତେ ମିଳିତ ଭାବରେ ସହଯୋଗ କରିବା ଉଚିତ ଏବଂ ସମାଜ ପାଇଁ ଭଲ କାମ କରିବା ଦରକାର। bbox=[158, 376, 296, 514]
horoscope-column bbox=[747, 102, 995, 1643]
article-heading-sandeha: ସନ୍ଦେହରେ ସଂଖ୍ୟା... bbox=[508, 255, 620, 272]
birthday-photo-caption: ଭାରତୀୟାର ଫଟୋଗ୍ରାଫ bbox=[152, 223, 194, 244]
newspaper-logo: ଧରିତ୍ରୀ bbox=[95, 5, 225, 50]
cartoon-illustration bbox=[14, 288, 106, 340]
ad-text: Newly opened full body massage center by expert therapist. 7381172169. bbox=[380, 952, 504, 991]
horoscope-sign-row bbox=[747, 842, 995, 924]
horoscope-sign-row bbox=[747, 1028, 995, 1110]
page-number: ୪ bbox=[1441, 6, 1466, 48]
astrology-category-image bbox=[376, 1284, 508, 1388]
